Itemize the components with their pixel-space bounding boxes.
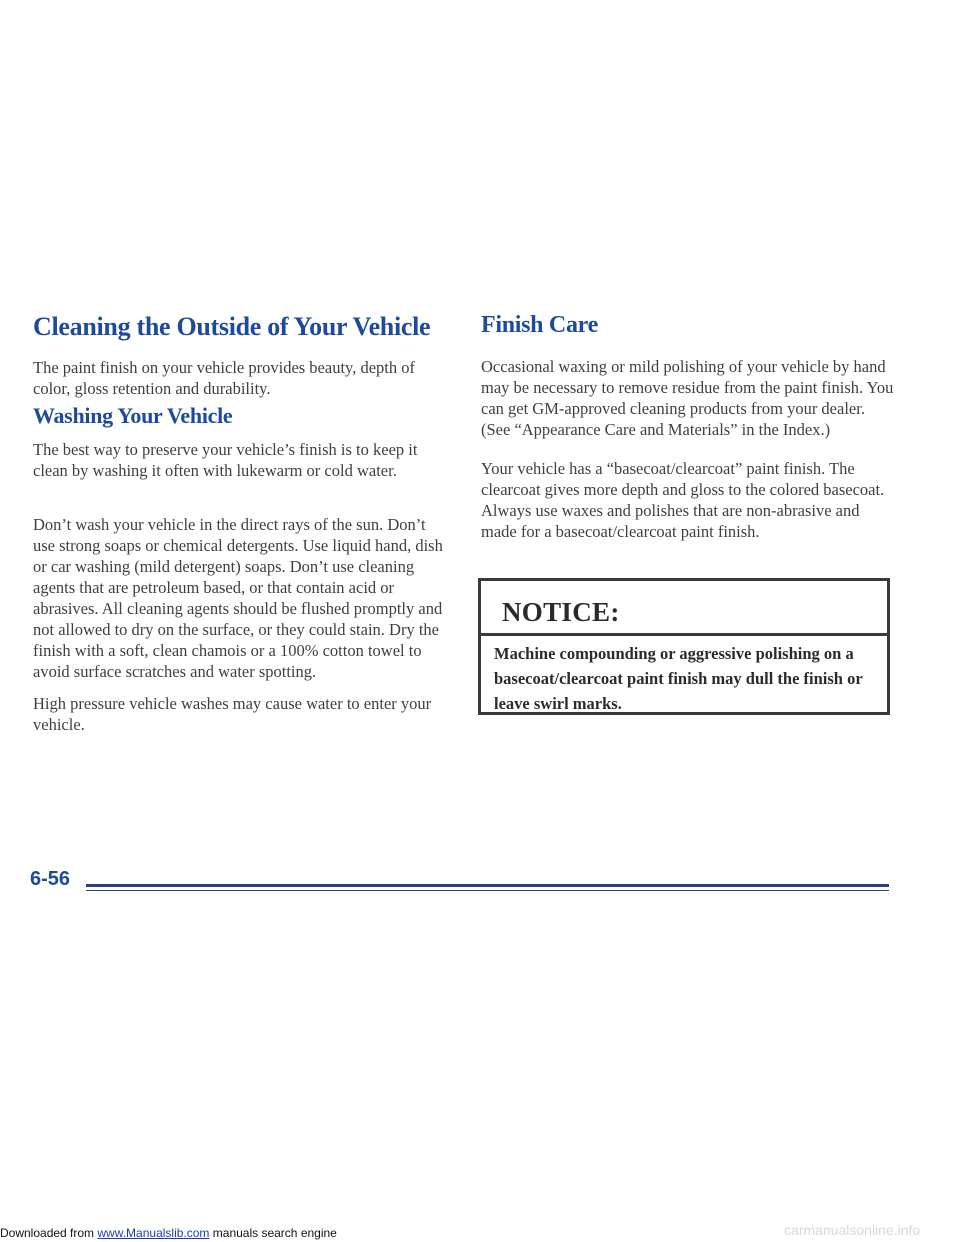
- footer-suffix: manuals search engine: [209, 1226, 337, 1240]
- notice-divider: [481, 633, 887, 636]
- page-rule-thick: [86, 884, 889, 887]
- footer-prefix: Downloaded from: [0, 1226, 98, 1240]
- page-number: 6-56: [30, 868, 71, 890]
- watermark-text: carmanualsonline.info: [784, 1222, 921, 1238]
- notice-title: NOTICE:: [502, 597, 620, 627]
- manualslib-link[interactable]: www.Manualslib.com: [97, 1226, 210, 1240]
- finish-care-heading: Finish Care: [481, 312, 598, 338]
- finish-paragraph-1: Occasional waxing or mild polishing of your vehicle by hand may be necessary to remove residue from the paint finish. You can get GM-approved cleaning products from your dealer. (See “Appearance Care and Materials” in the Index.): [481, 357, 894, 439]
- intro-paragraph: The paint finish on your vehicle provides beauty, depth of color, gloss retention and durability.: [33, 358, 415, 398]
- washing-paragraph-1: The best way to preserve your vehicle’s finish is to keep it clean by washing it often with lukewarm or cold water.: [33, 440, 418, 480]
- download-footer: [0, 1226, 337, 1240]
- notice-text: Machine compounding or aggressive polishing on a basecoat/clearcoat paint finish may dull the finish or leave swirl marks.: [494, 644, 863, 713]
- main-heading: Cleaning the Outside of Your Vehicle: [33, 312, 431, 341]
- washing-paragraph-2: Don’t wash your vehicle in the direct rays of the sun. Don’t use strong soaps or chemical detergents. Use liquid hand, dish or car washing (mild detergent) soaps. Don’t use cleaning agents that are petroleum based, or that contain acid or abrasives. All cleaning agents should be flushed promptly and not allowed to dry on the surface, or they could stain. Dry the finish with a soft, clean chamois or a 100% cotton towel to avoid surface scratches and water spotting.: [33, 515, 443, 681]
- washing-paragraph-3: High pressure vehicle washes may cause water to enter your vehicle.: [33, 694, 432, 734]
- finish-paragraph-2: Your vehicle has a “basecoat/clearcoat” paint finish. The clearcoat gives more depth and gloss to the colored basecoat. Always use waxes and polishes that are non-abrasive and made for a basecoat/clearcoat paint finish.: [481, 459, 885, 541]
- page-rule-thin: [86, 890, 889, 891]
- notice-box: [478, 578, 890, 715]
- washing-heading: Washing Your Vehicle: [33, 403, 233, 428]
